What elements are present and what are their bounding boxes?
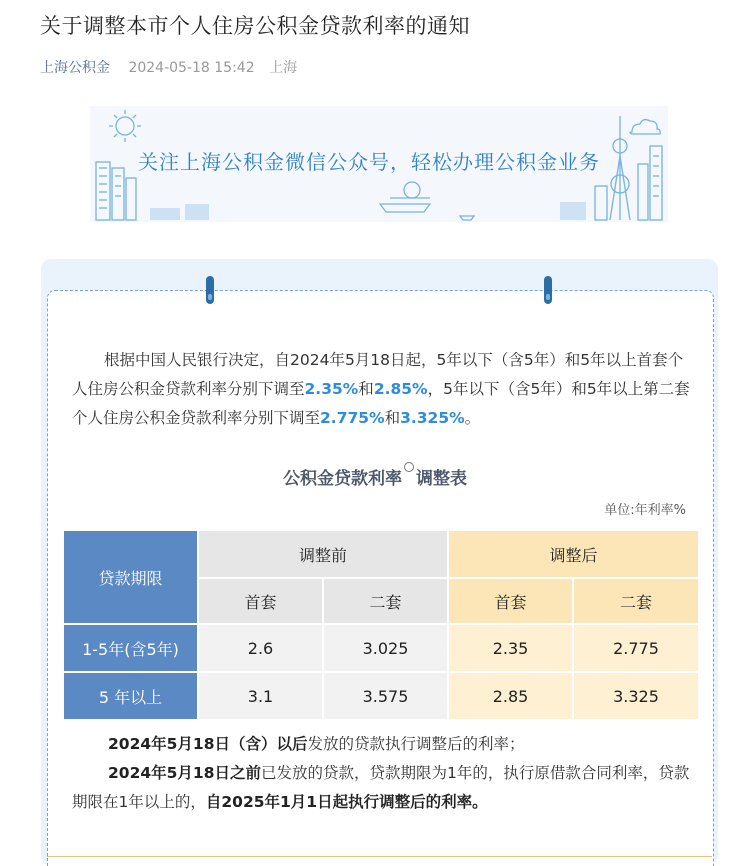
table-title: 公积金贷款利率 调整表 <box>0 464 750 489</box>
notice-paragraph: 根据中国人民银行决定，自2024年5月18日起，5年以下（含5年）和5年以上首套个人住房公积金贷款利率分别下调至2.35%和2.85%，5年以下（含5年）和5年以上第二套个人住房公积金贷款利率分别下调至2.775%和3.325%。 <box>72 351 690 427</box>
cloud-icon <box>630 120 660 134</box>
account-name-link[interactable]: 上海公积金 <box>40 60 110 76</box>
magnifier-icon <box>404 462 414 472</box>
rate-second-short: 2.775% <box>320 409 385 427</box>
sun-icon <box>109 110 141 142</box>
promo-banner[interactable] <box>90 106 668 222</box>
note-line-2: 2024年5月18日之前已发放的贷款，贷款期限为1年的，执行原借款合同利率，贷款期限在1年以上的，自2025年1月1日起执行调整后的利率。 <box>72 764 690 811</box>
clip-right-icon <box>544 276 552 304</box>
table-header-row <box>63 530 699 578</box>
table-row <box>63 672 699 720</box>
banner-text: 关注上海公积金微信公众号，轻松办理公积金业务 <box>138 150 600 174</box>
rate-second-long: 3.325% <box>400 409 465 427</box>
cell-before-first: 2.6 <box>198 624 323 672</box>
rate-first-short: 2.35% <box>304 380 359 398</box>
boat-icon <box>380 182 430 212</box>
cell-before-second: 3.575 <box>323 672 448 720</box>
rate-table <box>62 529 700 721</box>
table-row <box>63 624 699 672</box>
header-before-second: 二套 <box>323 578 448 624</box>
table-unit: 单位:年利率% <box>604 503 686 518</box>
cell-after-second: 3.325 <box>573 672 699 720</box>
header-period: 贷款期限 <box>63 530 198 624</box>
cell-after-first: 2.35 <box>448 624 573 672</box>
row-period: 5 年以上 <box>63 672 198 720</box>
article-meta <box>40 57 297 77</box>
header-before: 调整前 <box>198 530 448 578</box>
header-after-second: 二套 <box>573 578 699 624</box>
note-line-1: 2024年5月18日（含）以后发放的贷款执行调整后的利率； <box>108 735 525 753</box>
cell-after-second: 2.775 <box>573 624 699 672</box>
notes-block <box>72 730 692 817</box>
cell-before-second: 3.025 <box>323 624 448 672</box>
clip-left-icon <box>206 276 214 304</box>
header-after: 调整后 <box>448 530 699 578</box>
cell-after-first: 2.85 <box>448 672 573 720</box>
tower-icon <box>610 116 630 220</box>
card-divider <box>47 856 712 857</box>
rate-first-long: 2.85% <box>373 380 428 398</box>
header-after-first: 首套 <box>448 578 573 624</box>
article-title: 关于调整本市个人住房公积金贷款利率的通知 <box>40 14 470 38</box>
publish-location: 上海 <box>269 60 298 76</box>
row-period: 1-5年(含5年) <box>63 624 198 672</box>
publish-time: 2024-05-18 15:42 <box>128 60 255 76</box>
header-before-first: 首套 <box>198 578 323 624</box>
cell-before-first: 3.1 <box>198 672 323 720</box>
